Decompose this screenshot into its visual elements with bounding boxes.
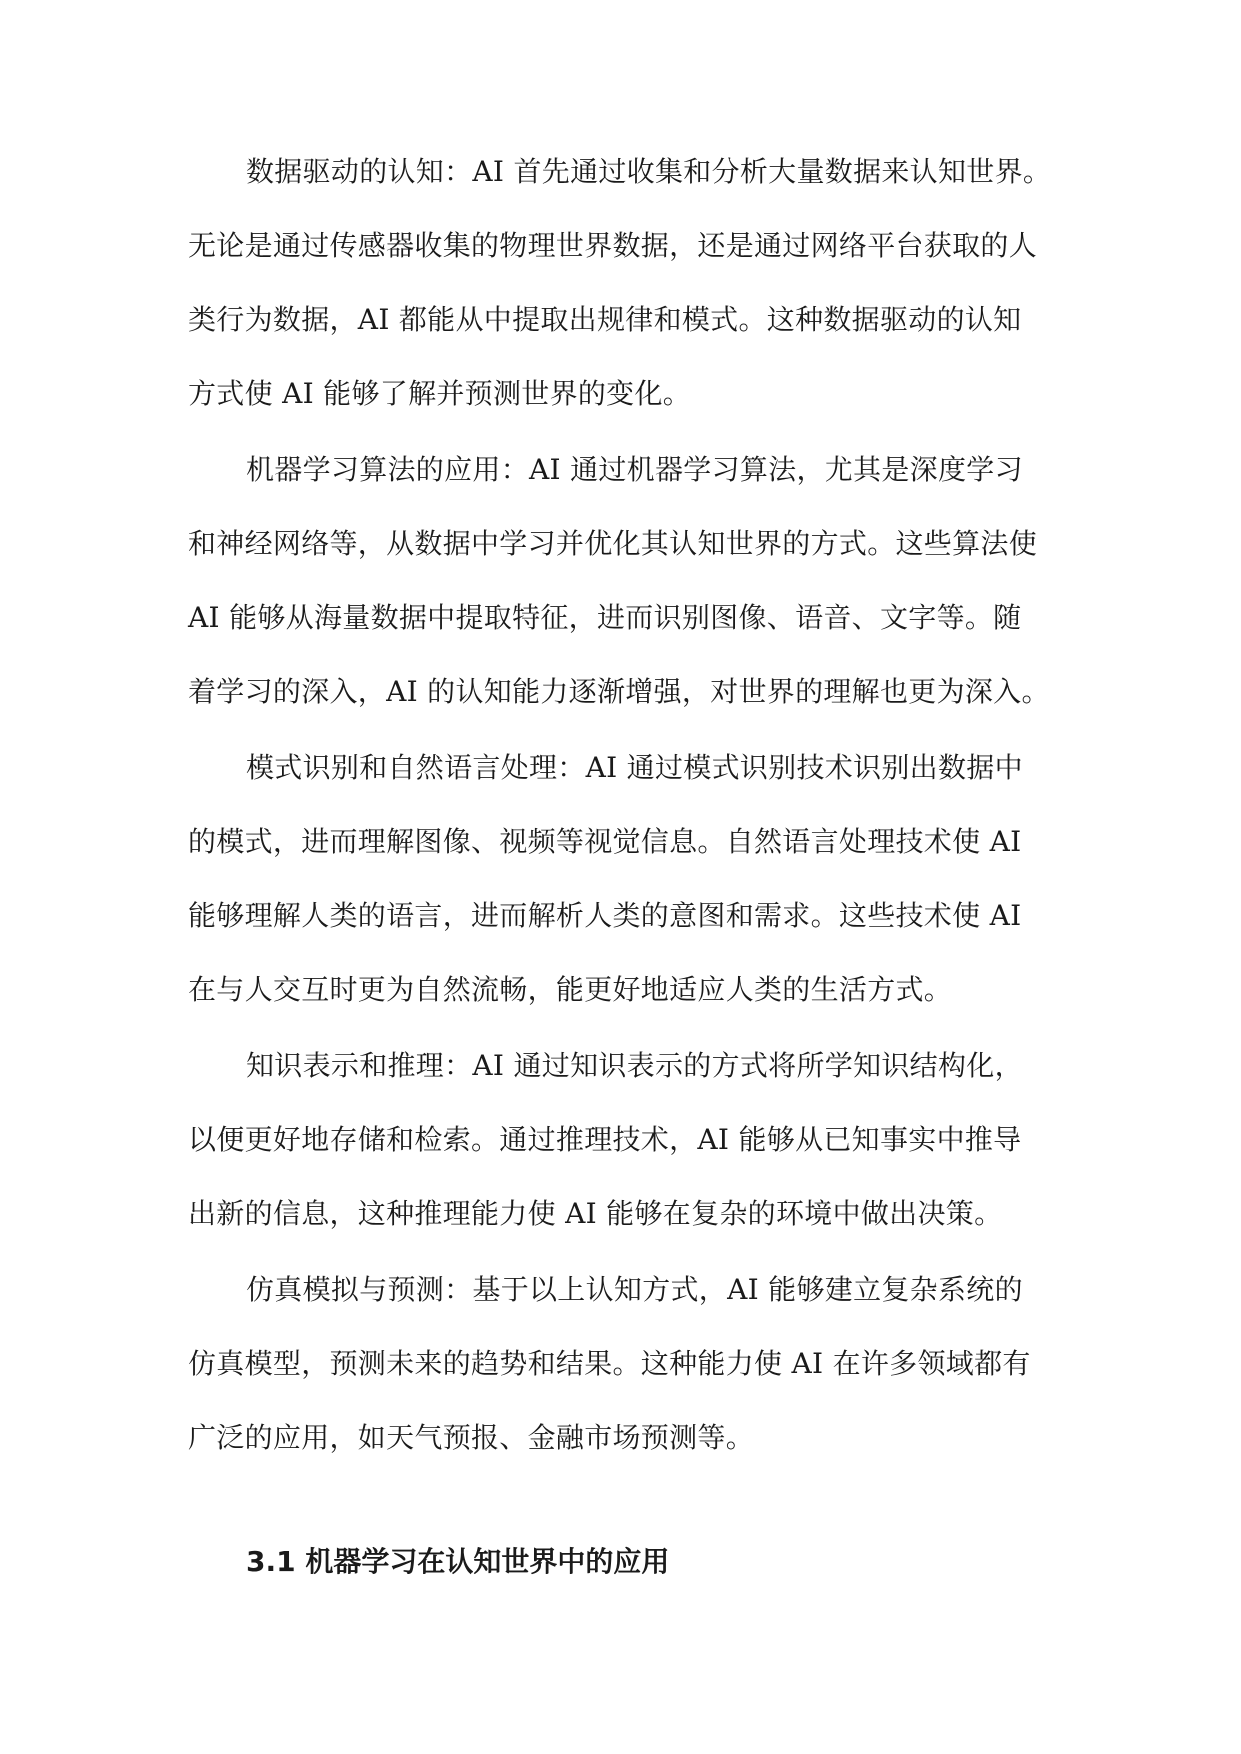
paragraph-3-line-4: 在与人交互时更为自然流畅，能更好地适应人类的生活方式。 <box>188 973 953 1006</box>
paragraph-2-line-3: AI 能够从海量数据中提取特征，进而识别图像、语音、文字等。随 <box>188 601 1022 634</box>
paragraph-5-line-3: 广泛的应用，如天气预报、金融市场预测等。 <box>188 1421 755 1454</box>
paragraph-4-line-2: 以便更好地存储和检索。通过推理技术，AI 能够从已知事实中推导 <box>188 1123 1022 1156</box>
section-heading: 3.1 机器学习在认知世界中的应用 <box>246 1545 670 1578</box>
paragraph-1-line-1: 数据驱动的认知：AI 首先通过收集和分析大量数据来认知世界。 <box>246 155 1052 188</box>
paragraph-1-line-2: 无论是通过传感器收集的物理世界数据，还是通过网络平台获取的人 <box>188 229 1038 262</box>
paragraph-4-line-3: 出新的信息，这种推理能力使 AI 能够在复杂的环境中做出决策。 <box>188 1197 1003 1230</box>
paragraph-2-line-1: 机器学习算法的应用：AI 通过机器学习算法，尤其是深度学习 <box>246 453 1023 486</box>
paragraph-2-line-2: 和神经网络等，从数据中学习并优化其认知世界的方式。这些算法使 <box>188 527 1038 560</box>
paragraph-4-line-1: 知识表示和推理：AI 通过知识表示的方式将所学知识结构化， <box>246 1049 1023 1082</box>
paragraph-3-line-2: 的模式，进而理解图像、视频等视觉信息。自然语言处理技术使 AI <box>188 825 1022 858</box>
paragraph-3-line-3: 能够理解人类的语言，进而解析人类的意图和需求。这些技术使 AI <box>188 899 1022 932</box>
paragraph-1-line-3: 类行为数据，AI 都能从中提取出规律和模式。这种数据驱动的认知 <box>188 303 1022 336</box>
paragraph-5-line-1: 仿真模拟与预测：基于以上认知方式，AI 能够建立复杂系统的 <box>246 1273 1023 1306</box>
paragraph-3-line-1: 模式识别和自然语言处理：AI 通过模式识别技术识别出数据中 <box>246 751 1023 784</box>
paragraph-5-line-2: 仿真模型，预测未来的趋势和结果。这种能力使 AI 在许多领域都有 <box>188 1347 1031 1380</box>
paragraph-1-line-4: 方式使 AI 能够了解并预测世界的变化。 <box>188 377 692 410</box>
paragraph-2-line-4: 着学习的深入，AI 的认知能力逐渐增强，对世界的理解也更为深入。 <box>188 675 1050 708</box>
